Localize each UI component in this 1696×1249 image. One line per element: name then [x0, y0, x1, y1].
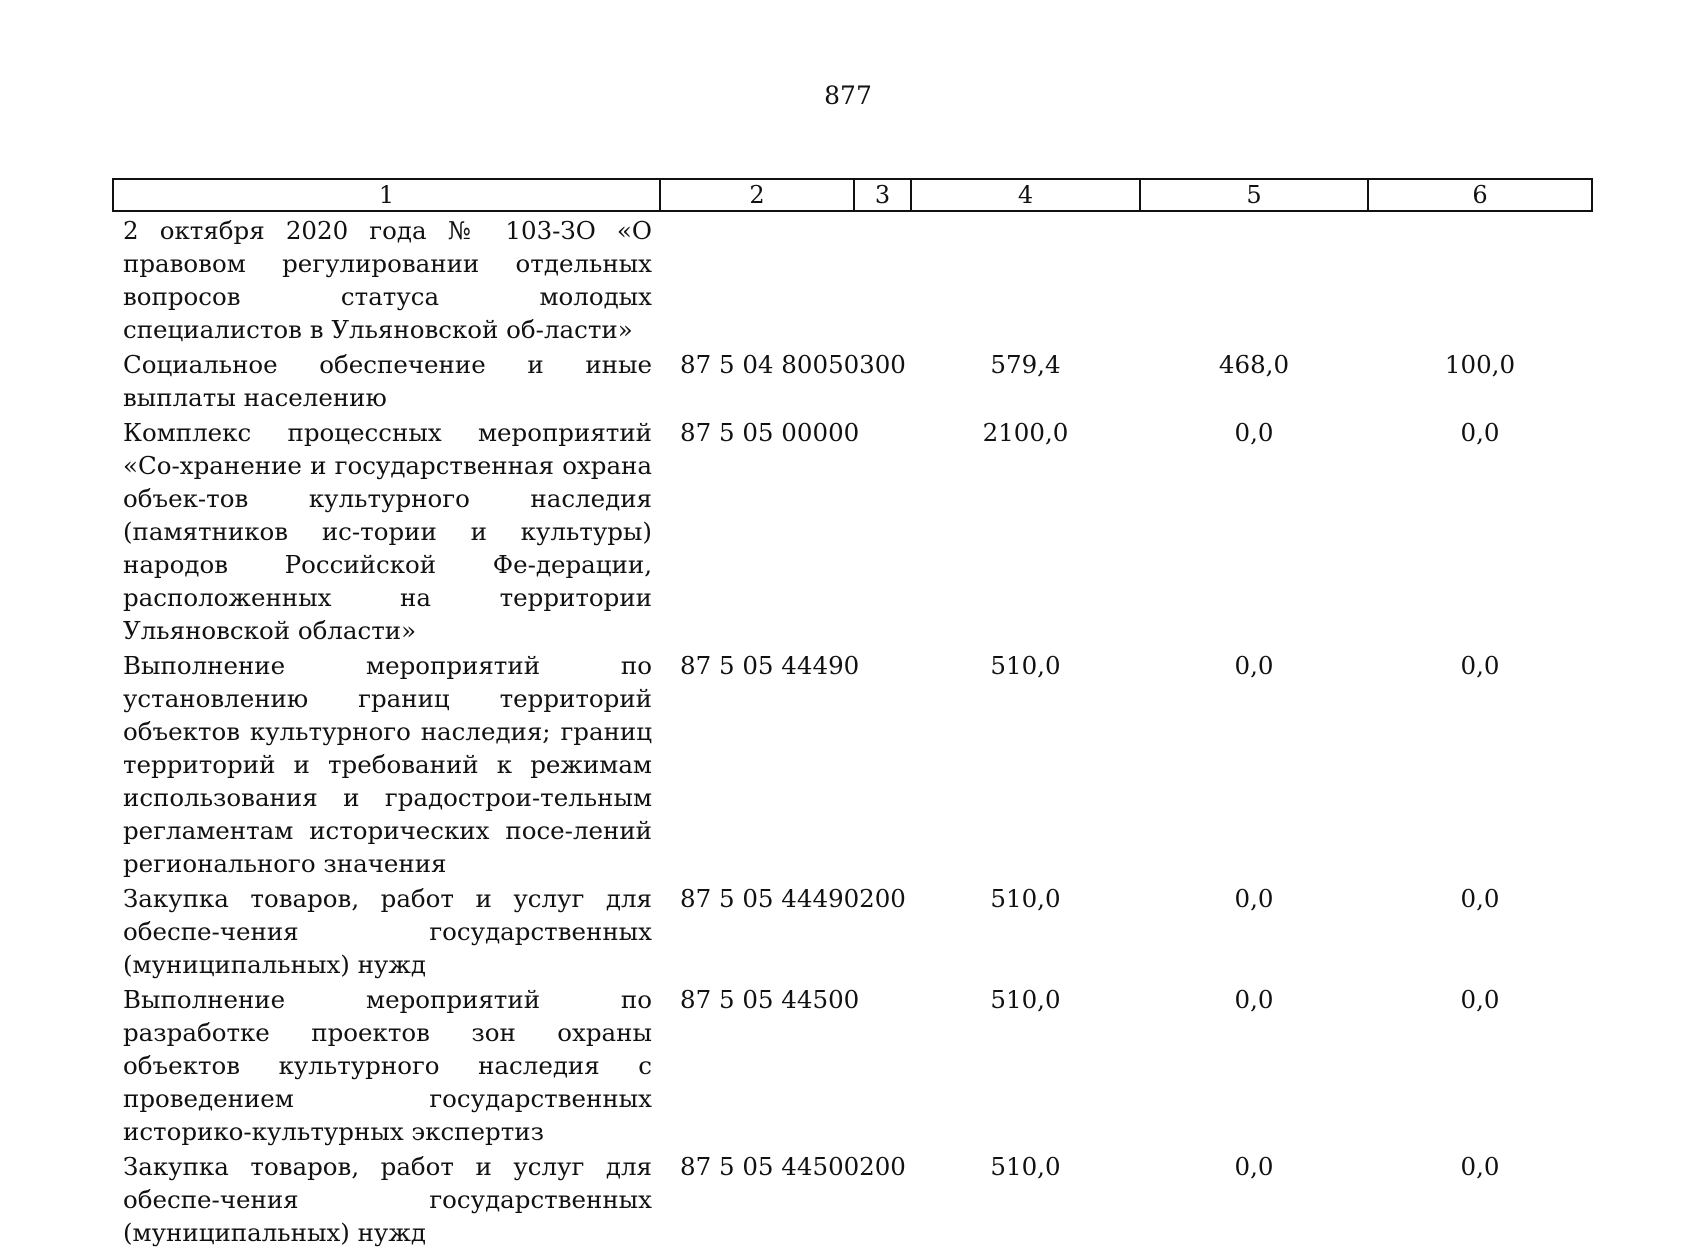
row-value-4: 510,0 — [990, 1152, 1061, 1181]
table-row — [113, 211, 1592, 346]
row-name: 2 октября 2020 года № 103-ЗО «О правовом регулировании отдельных вопросов статуса молодых специалистов в Ульяновской об-ласти» — [123, 216, 652, 344]
row-name: Выполнение мероприятий по установлению границ территорий объектов культурного наследия; границ территорий и требований к режимам использования и градострои-тельным регламентам исторических посе-лений регионального значения — [123, 651, 652, 878]
row-code: 87 5 05 44500 — [680, 985, 860, 1014]
row-code: 87 5 05 44490 — [680, 651, 860, 680]
row-type: 200 — [859, 1152, 906, 1181]
row-value-6: 0,0 — [1460, 418, 1500, 447]
row-type — [854, 211, 911, 346]
table-row — [113, 414, 1592, 647]
row-value-6: 0,0 — [1460, 985, 1500, 1014]
row-value-5: 0,0 — [1234, 418, 1274, 447]
row-value-5: 0,0 — [1234, 884, 1274, 913]
row-type — [854, 647, 911, 880]
row-name: Закупка товаров, работ и услуг для обеспе-чения государственных (муниципальных) нужд — [123, 1152, 652, 1247]
table-header — [113, 179, 1592, 211]
table-row — [113, 1148, 1592, 1249]
column-header-2: 2 — [660, 179, 854, 211]
header-row — [113, 179, 1592, 211]
row-type: 200 — [859, 884, 906, 913]
row-type — [854, 414, 911, 647]
row-value-5: 0,0 — [1234, 651, 1274, 680]
row-code: 87 5 05 44500 — [680, 1152, 860, 1181]
row-value-6: 0,0 — [1460, 1152, 1500, 1181]
column-header-3: 3 — [854, 179, 911, 211]
row-value-5 — [1140, 211, 1368, 346]
row-value-6: 0,0 — [1460, 884, 1500, 913]
row-value-6: 0,0 — [1460, 651, 1500, 680]
table-row — [113, 880, 1592, 981]
row-type: 300 — [859, 350, 906, 379]
row-value-6 — [1368, 211, 1592, 346]
table-body — [113, 211, 1592, 1249]
row-name: Выполнение мероприятий по разработке проектов зон охраны объектов культурного наследия с проведением государственных историко-культурных экспертиз — [123, 985, 652, 1146]
budget-table — [112, 178, 1593, 1249]
row-value-5: 0,0 — [1234, 985, 1274, 1014]
row-code: 87 5 05 00000 — [680, 418, 860, 447]
table-row — [113, 981, 1592, 1148]
row-name: Закупка товаров, работ и услуг для обеспе-чения государственных (муниципальных) нужд — [123, 884, 652, 979]
row-value-4 — [911, 211, 1140, 346]
column-header-1: 1 — [113, 179, 660, 211]
column-header-6: 6 — [1368, 179, 1592, 211]
row-value-6: 100,0 — [1444, 350, 1516, 379]
row-code — [660, 211, 854, 346]
table-row — [113, 647, 1592, 880]
row-code: 87 5 04 80050 — [680, 350, 860, 379]
column-header-4: 4 — [911, 179, 1140, 211]
row-value-4: 579,4 — [990, 350, 1061, 379]
page-number: 877 — [824, 81, 872, 110]
row-value-5: 468,0 — [1218, 350, 1290, 379]
row-value-5: 0,0 — [1234, 1152, 1274, 1181]
row-type — [854, 981, 911, 1148]
table-row — [113, 346, 1592, 414]
row-code: 87 5 05 44490 — [680, 884, 860, 913]
row-value-4: 510,0 — [990, 985, 1061, 1014]
row-value-4: 510,0 — [990, 651, 1061, 680]
row-name: Комплекс процессных мероприятий «Со-хранение и государственная охрана объек-тов культурного наследия (памятников ис-тории и культуры) народов Российской Фе-дерации, расположенных на территории Ульяновской области» — [123, 418, 652, 645]
column-header-5: 5 — [1140, 179, 1368, 211]
row-value-4: 2100,0 — [982, 418, 1069, 447]
row-name: Социальное обеспечение и иные выплаты населению — [123, 350, 652, 412]
row-value-4: 510,0 — [990, 884, 1061, 913]
